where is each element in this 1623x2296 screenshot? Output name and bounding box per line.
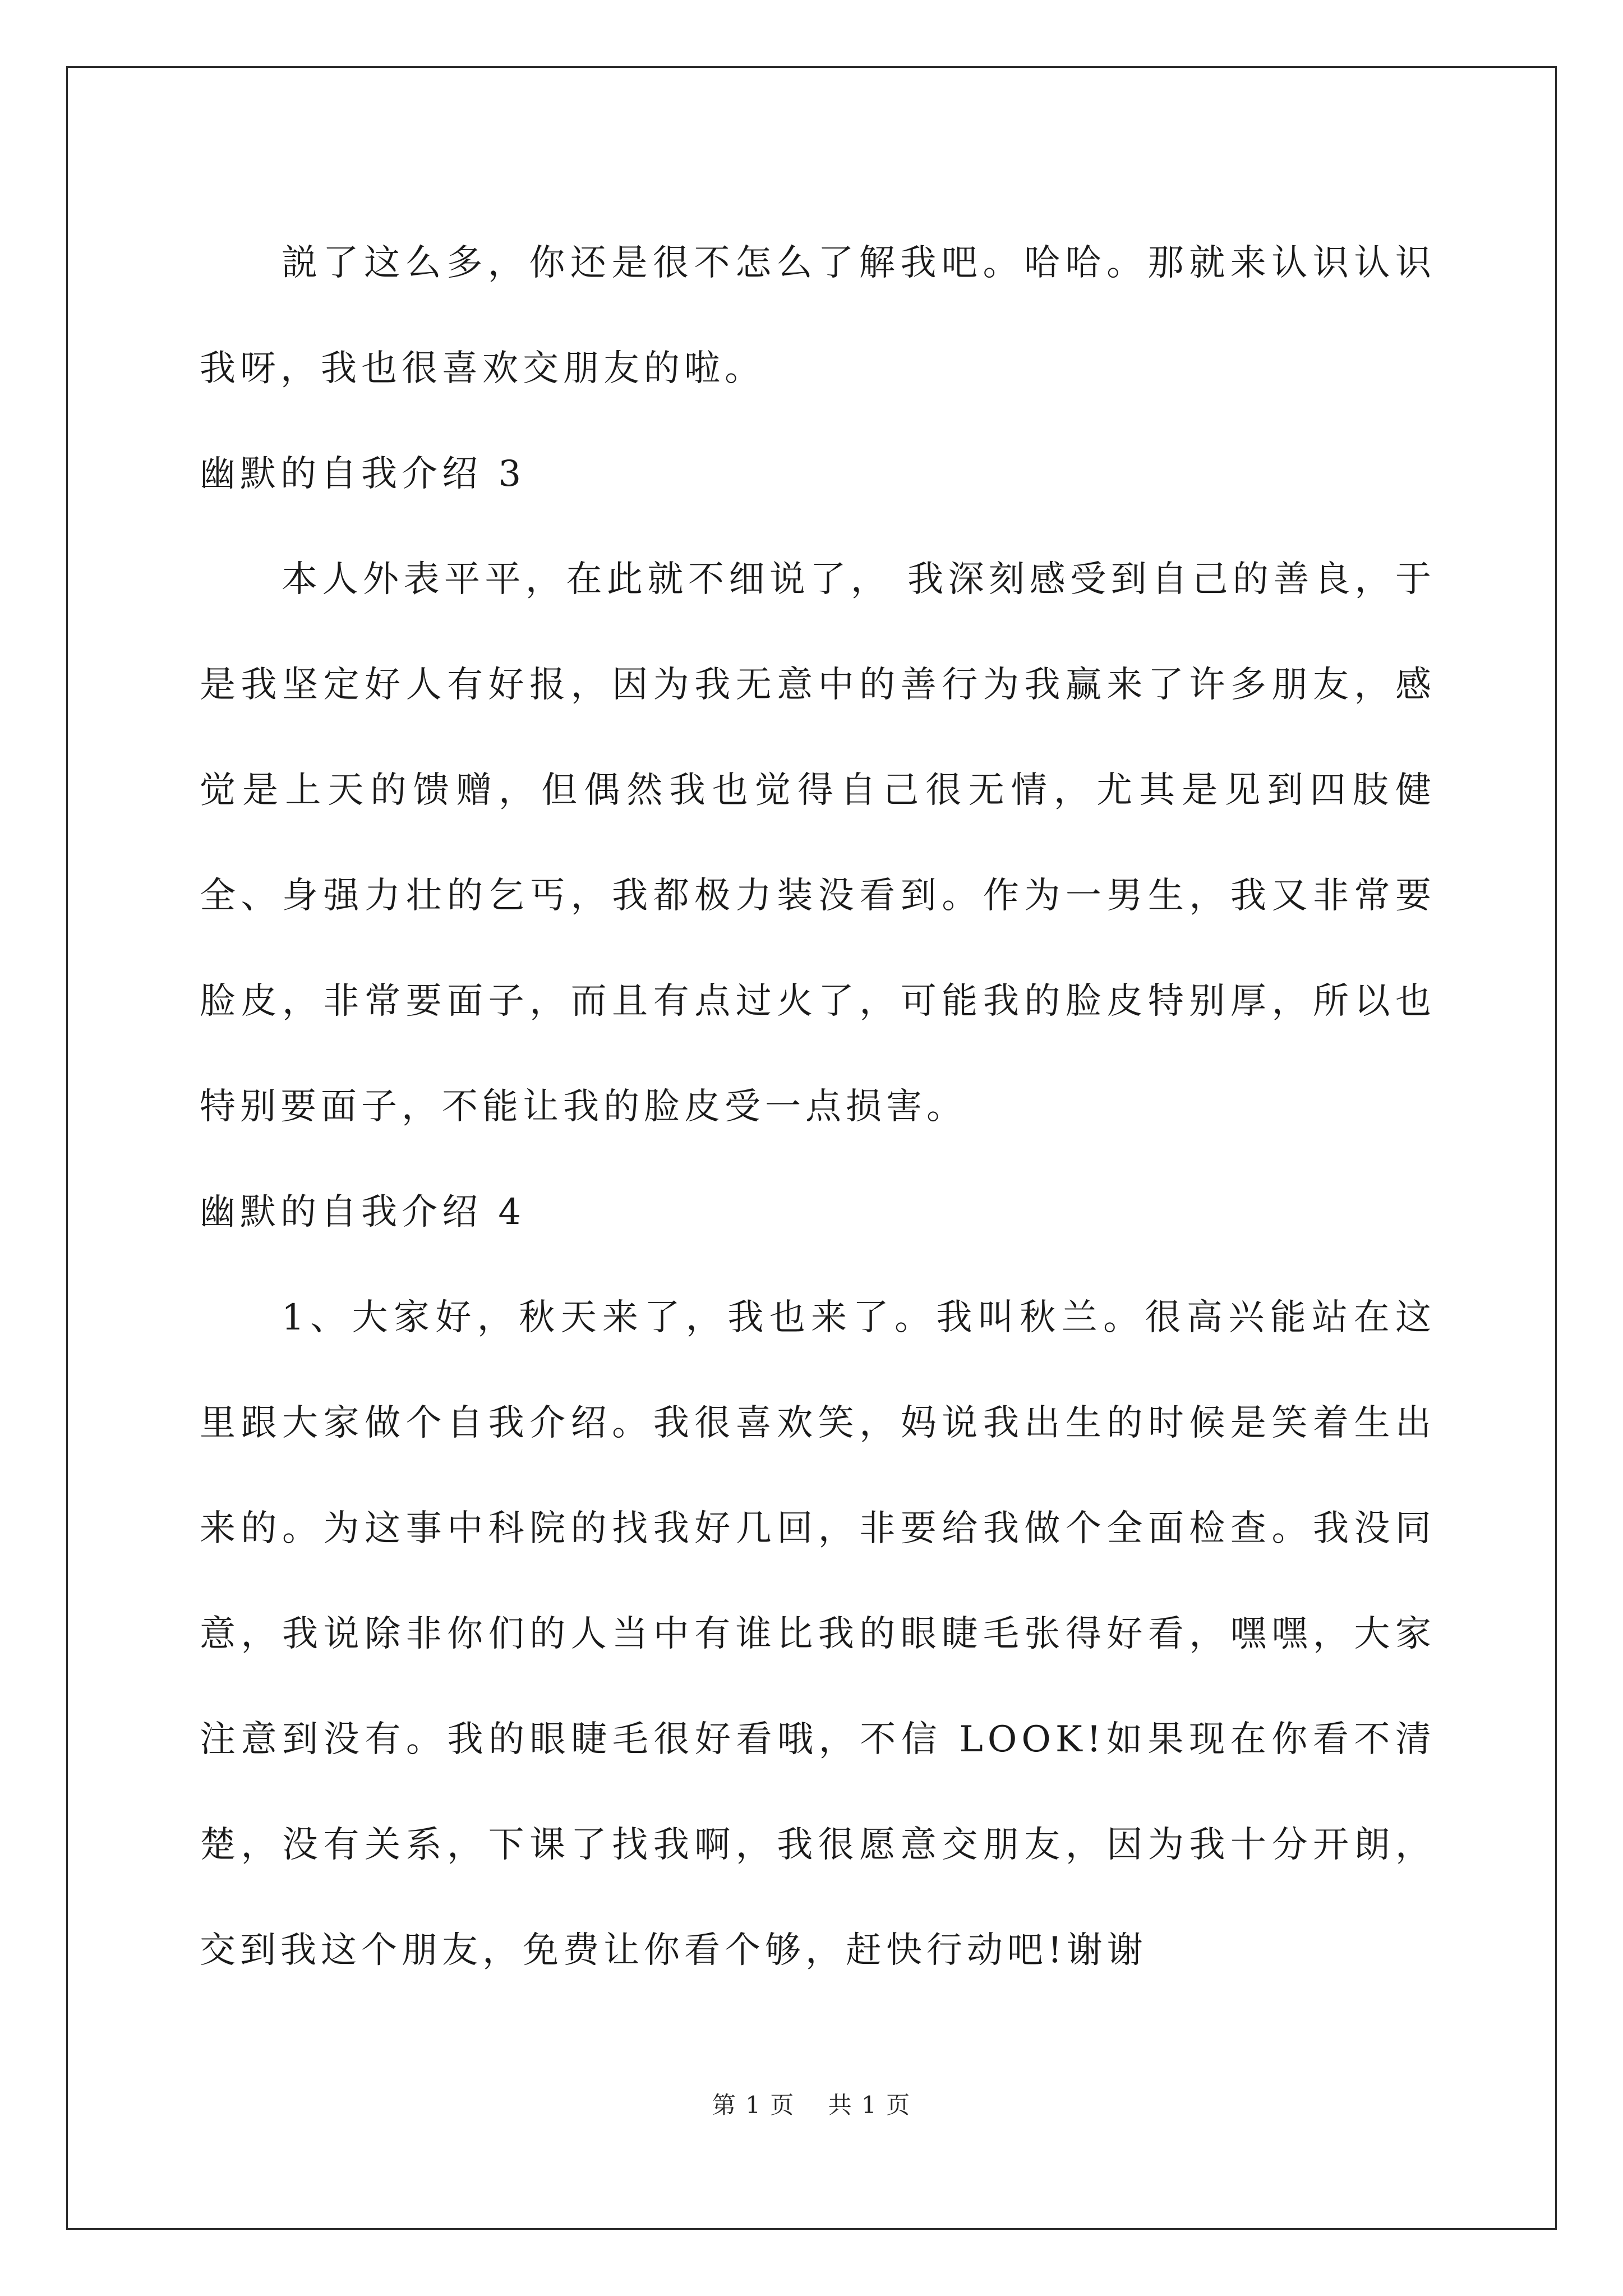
paragraph-intro-end: 説了这么多，你还是很不怎么了解我吧。哈哈。那就来认识认识我呀，我也很喜欢交朋友的啦。 bbox=[200, 242, 1436, 389]
document-body bbox=[200, 210, 1436, 2003]
page-footer bbox=[0, 2087, 1623, 2120]
paragraph-section-3: 本人外表平平，在此就不细说了， 我深刻感受到自己的善良，于是我坚定好人有好报，因为我无意中的善行为我赢来了许多朋友，感觉是上天的馈赠，但偶然我也觉得自己很无情，尤其是见到四肢健全、身强力壮的乞丐，我都极力装没看到。作为一男生，我又非常要脸皮，非常要面子，而且有点过火了，可能我的脸皮特别厚，所以也特别要面子，不能让我的脸皮受一点损害。 bbox=[200, 559, 1436, 1128]
page-number-current: 第 1 页 bbox=[712, 2091, 795, 2119]
page-number-total: 共 1 页 bbox=[828, 2091, 911, 2119]
section-heading-3: 幽默的自我介绍 3 bbox=[200, 453, 526, 495]
paragraph-section-4: 1、大家好，秋天来了，我也来了。我叫秋兰。很高兴能站在这里跟大家做个自我介绍。我很喜欢笑，妈说我出生的时候是笑着生出来的。为这事中科院的找我好几回，非要给我做个全面检查。我没同意，我说除非你们的人当中有谁比我的眼睫毛张得好看，嘿嘿，大家注意到没有。我的眼睫毛很好看哦，不信 LOOK!如果现在你看不清楚，没有关系，下课了找我啊，我很愿意交朋友，因为我十分开朗，交到我这个朋友，免费让你看个够，赶快行动吧!谢谢 bbox=[200, 1297, 1436, 1971]
section-heading-4: 幽默的自我介绍 4 bbox=[200, 1191, 526, 1233]
